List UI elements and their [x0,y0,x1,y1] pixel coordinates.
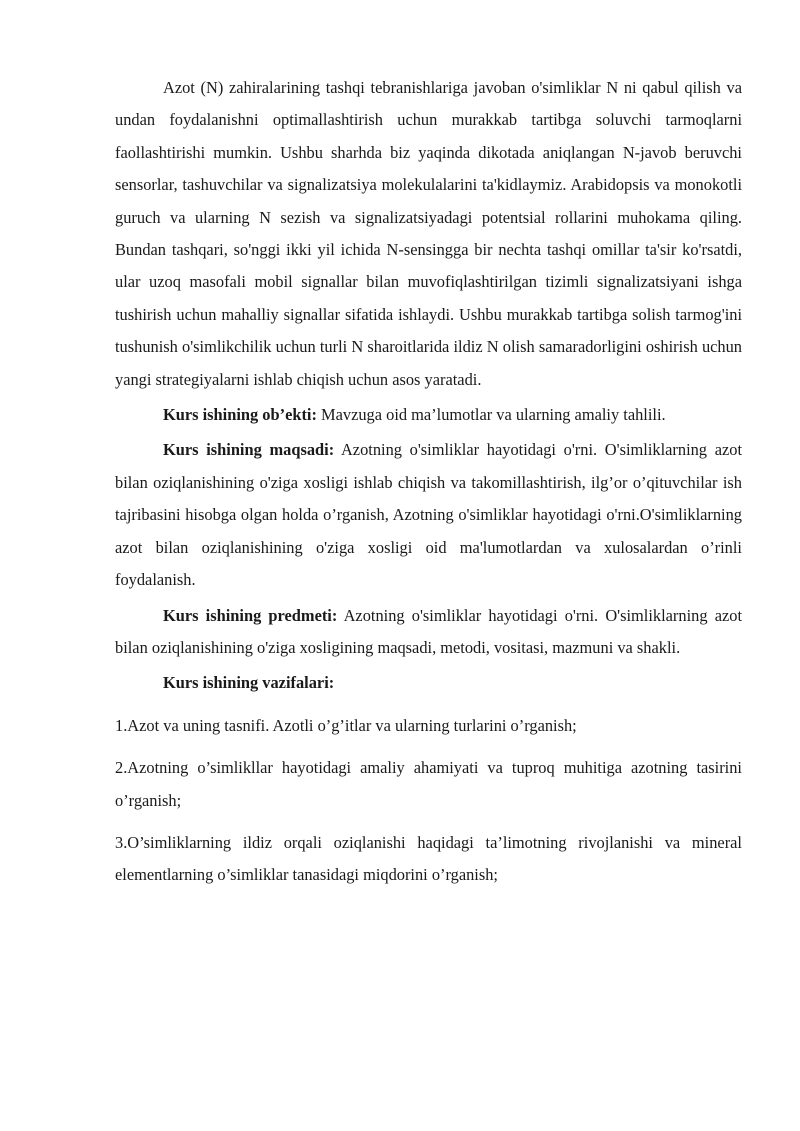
course-object-paragraph [115,399,742,431]
course-object-label: Kurs ishining ob’ekti: [163,405,317,425]
intro-paragraph: Azot (N) zahiralarining tashqi tebranishlariga javoban o'simliklar N ni qabul qilish va undan foydalanishni optimallashtirish uchun murakkab tartibga soluvchi tarmoqlarni faollashtirishi mumkin. Ushbu sharhda biz yaqinda dikotada aniqlangan N-javob beruvchi sensorlar, tashuvchilar va signalizatsiya molekulalarini ta'kidlaymiz. Arabidopsis va monokotli guruch va ularning N sezish va signalizatsiyadagi potentsial rollarini muhokama qiling. Bundan tashqari, so'nggi ikki yil ichida N-sensingga bir nechta tashqi omillar ta'sir ko'rsatdi, ular uzoq masofali mobil signallar bilan muvofiqlashtirilgan tizimli signalizatsiyani ishga tushirish uchun mahalliy signallar sifatida ishlaydi. Ushbu murakkab tartibga solish tarmog'ini tushunish o'simlikchilik uchun turli N sharoitlarida ildiz N olish samaradorligini oshirish uchun yangi strategiyalarni ishlab chiqish uchun asos yaratadi. [115,78,742,389]
task-item-3: 3.O’simliklarning ildiz orqali oziqlanishi haqidagi ta’limotning rivojlanishi va mineral elementlarning o’simliklar tanasidagi miqdorini o’rganish; [115,832,742,885]
task-item-1: 1.Azot va uning tasnifi. Azotli o’g’itlar va ularning turlarini o’rganish; [115,715,577,735]
course-subject-paragraph [115,600,742,665]
document-page [115,72,742,892]
course-goal-text: Azotning o'simliklar hayotidagi o'rni. O'simliklarning azot bilan oziqlanishining o'ziga xosligi ishlab chiqish va takomillashtirish, ilg’or o’qituvchilar ish tajribasini hisobga olgan holda o’rganish, Azotning o'simliklar hayotidagi o'rni.O'simliklarning azot bilan oziqlanishining o'ziga xosligi oid ma'lumotlardan va xulosalardan o’rinli foydalanish. [115,440,743,590]
course-subject-text: Azotning o'simliklar hayotidagi o'rni. O'simliklarning azot bilan oziqlanishining o'ziga xosligining maqsadi, metodi, vositasi, mazmuni va shakli. [115,605,742,657]
course-object-text: Mavzuga oid ma’lumotlar va ularning amaliy tahlili. [316,405,666,425]
course-subject-label: Kurs ishining predmeti: [163,605,338,625]
course-tasks-heading: Kurs ishining vazifalari: [163,673,335,693]
course-goal-label: Kurs ishining maqsadi: [163,440,335,460]
course-goal-paragraph [115,434,742,596]
task-item-2: 2.Azotning o’simlikllar hayotidagi amaliy ahamiyati va tuproq muhitiga azotning tasirini o’rganish; [115,758,742,810]
